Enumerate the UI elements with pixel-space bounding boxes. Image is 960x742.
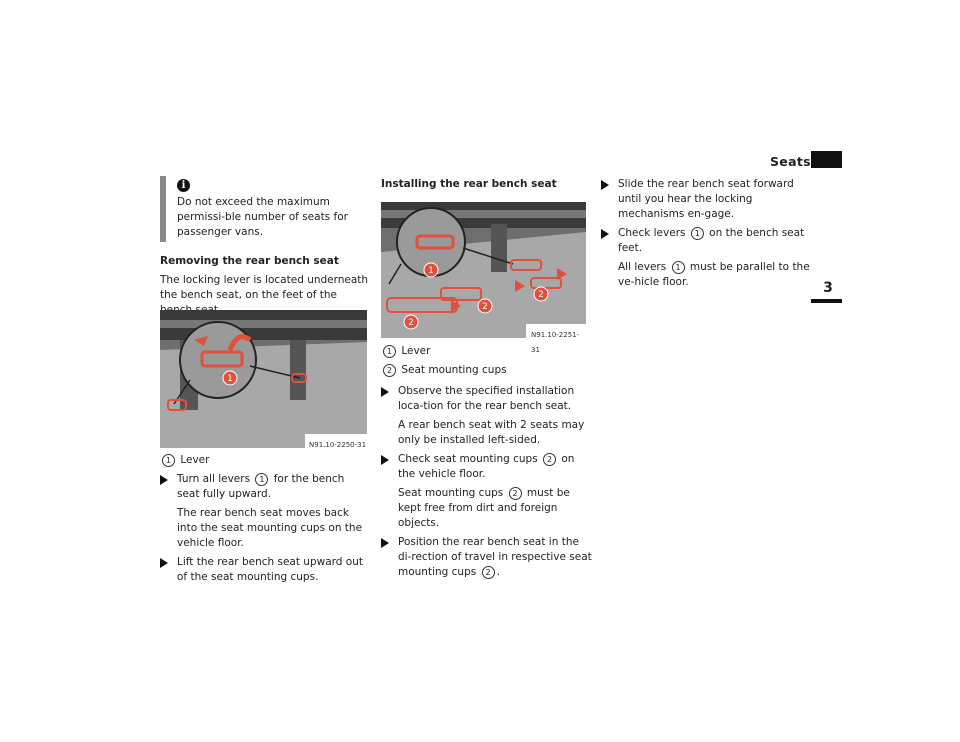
installing-illustration — [381, 202, 586, 338]
step-arrow-icon — [160, 558, 168, 568]
legend-item: 1 Lever — [381, 344, 593, 359]
chapter-marker — [811, 299, 842, 303]
step-arrow-icon — [381, 455, 389, 465]
callout-number: 1 — [162, 454, 175, 467]
step-item: Lift the rear bench seat upward out of the seat mounting cups. — [160, 555, 370, 585]
installing-section — [381, 177, 591, 196]
step-arrow-icon — [381, 387, 389, 397]
callout-cup: 2 — [482, 302, 488, 312]
callout-number: 1 — [691, 227, 704, 240]
step-item: Position the rear bench seat in the di-rection of travel in respective seat mounting cups 2 . — [381, 535, 593, 580]
callout-number: 2 — [383, 364, 396, 377]
step-item: Check seat mounting cups 2 on the vehicle floor. — [381, 452, 593, 482]
callout-number: 2 — [543, 453, 556, 466]
step-arrow-icon — [601, 180, 609, 190]
step-detail: All levers 1 must be parallel to the ve-hicle floor. — [618, 261, 810, 288]
step-arrow-icon — [160, 475, 168, 485]
callout-number: 1 — [672, 261, 685, 274]
removing-steps — [160, 453, 370, 589]
note-text: Do not exceed the maximum permissi-ble number of seats for passenger vans. — [177, 196, 348, 238]
step-item: Slide the rear bench seat forward until you hear the locking mechanisms en-gage. — [601, 177, 813, 222]
installing-steps — [381, 344, 593, 584]
callout-number: 1 — [255, 473, 268, 486]
step-arrow-icon — [601, 229, 609, 239]
legend-item: 1 Lever — [160, 453, 370, 468]
step-item: Check levers 1 on the bench seat feet. — [601, 226, 813, 256]
removing-figure — [160, 310, 367, 448]
callout-cup: 2 — [538, 290, 544, 300]
callout-number: 2 — [509, 487, 522, 500]
step-item: Turn all levers 1 for the bench seat fully upward. — [160, 472, 370, 502]
note-box — [160, 176, 370, 242]
step-item: Observe the specified installation loca-tion for the rear bench seat. — [381, 384, 593, 414]
section-tab — [811, 151, 842, 168]
section-title: Seats — [770, 154, 811, 169]
removing-intro: The locking lever is located underneath the bench seat, on the feet of the — [160, 274, 369, 301]
step-arrow-icon — [381, 538, 389, 548]
callout-lever: 1 — [227, 374, 233, 384]
callout-cup: 2 — [408, 318, 414, 328]
callout-number: 1 — [383, 345, 396, 358]
finishing-steps — [601, 177, 813, 294]
step-detail: The rear bench seat moves back into the seat mounting cups on the vehicle floor. — [177, 507, 363, 549]
callout-number: 2 — [482, 566, 495, 579]
legend-item: 2 Seat mounting cups — [381, 363, 593, 378]
removing-illustration — [160, 310, 367, 448]
removing-figure-code: N91.10-2250-31 — [309, 441, 367, 449]
info-icon: i — [177, 179, 190, 192]
note-bar — [160, 176, 166, 242]
callout-lever: 1 — [428, 266, 434, 276]
chapter-number: 3 — [823, 280, 833, 296]
step-detail: A rear bench seat with 2 seats may only be installed left-sided. — [398, 419, 585, 446]
removing-heading: Removing the rear bench seat — [160, 255, 339, 267]
step-detail: Seat mounting cups 2 must be kept free from dirt and foreign objects. — [398, 487, 570, 529]
installing-figure-code: N91.10-2251-31 — [531, 331, 580, 354]
installing-heading: Installing the rear bench seat — [381, 178, 557, 190]
